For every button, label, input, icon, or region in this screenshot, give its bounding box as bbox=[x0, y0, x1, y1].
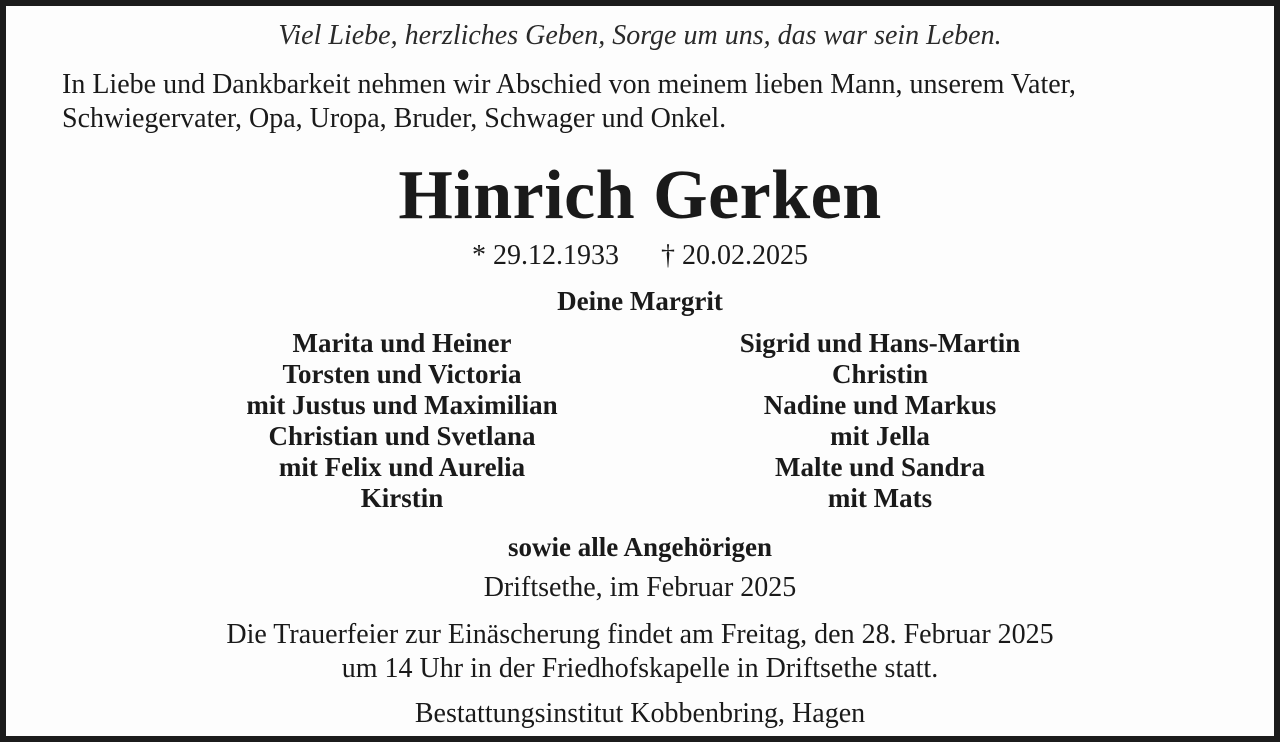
birth-date: * 29.12.1933 bbox=[472, 240, 619, 271]
family-line: mit Mats bbox=[827, 483, 933, 513]
intro-text: In Liebe und Dankbarkeit nehmen wir Abschied von meinem lieben Mann, unserem Vater, Schwiegervater, Opa, Uropa, Bruder, Schwager und Onkel. bbox=[62, 69, 1076, 134]
service-line: um 14 Uhr in der Friedhofskapelle in Driftsethe statt. bbox=[341, 653, 939, 684]
family-line: Malte und Sandra bbox=[774, 452, 986, 482]
spouse-name: Deine Margrit bbox=[557, 286, 723, 316]
family-line: Sigrid und Hans-Martin bbox=[739, 328, 1021, 358]
motto-verse: Viel Liebe, herzliches Geben, Sorge um uns, das war sein Leben. bbox=[278, 20, 1002, 51]
death-date: † 20.02.2025 bbox=[661, 240, 808, 271]
family-column-left bbox=[202, 328, 602, 514]
relatives-line: sowie alle Angehörigen bbox=[508, 532, 772, 562]
family-line: mit Jella bbox=[830, 421, 930, 451]
family-line: Torsten und Victoria bbox=[282, 359, 522, 389]
family-line: Christian und Svetlana bbox=[268, 421, 536, 451]
family-column-right bbox=[680, 328, 1080, 514]
place-date: Driftsethe, im Februar 2025 bbox=[483, 572, 797, 603]
life-dates bbox=[6, 240, 1274, 272]
family-line: Kirstin bbox=[360, 483, 444, 513]
deceased-name: Hinrich Gerken bbox=[398, 157, 882, 234]
service-info bbox=[6, 618, 1274, 686]
family-line: mit Justus und Maximilian bbox=[246, 390, 558, 420]
family-line: mit Felix und Aurelia bbox=[278, 452, 526, 482]
family-line: Christin bbox=[831, 359, 929, 389]
family-line: Marita und Heiner bbox=[292, 328, 512, 358]
undertaker-name: Bestattungsinstitut Kobbenbring, Hagen bbox=[414, 698, 866, 729]
service-line: Die Trauerfeier zur Einäscherung findet am Freitag, den 28. Februar 2025 bbox=[226, 619, 1054, 650]
family-line: Nadine und Markus bbox=[763, 390, 997, 420]
